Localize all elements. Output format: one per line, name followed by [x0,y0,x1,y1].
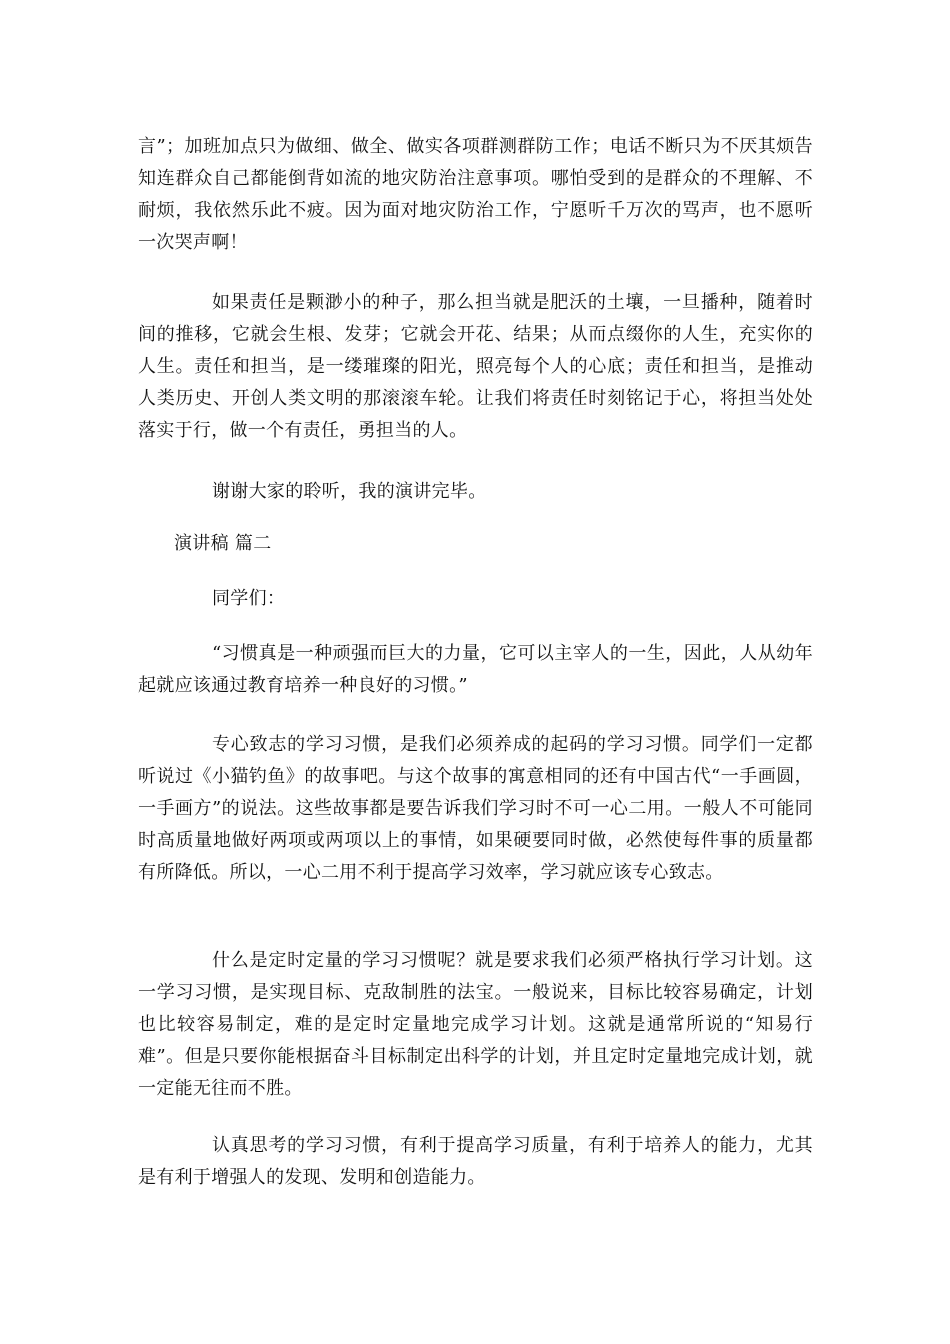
paragraph-schedule-habit: 什么是定时定量的学习习惯呢？就是要求我们必须严格执行学习计划。这一学习习惯，是实现目标、克敌制胜的法宝。一般说来，目标比较容易确定，计划也比较容易制定，难的是定时定量地完成学习计划。这就是通常所说的“知易行难”。但是只要你能根据奋斗目标制定出科学的计划，并且定时定量地完成计划，就一定能无往而不胜。 [138,950,813,1099]
paragraph-focus-habit: 专心致志的学习习惯，是我们必须养成的起码的学习习惯。同学们一定都听说过《小猫钓鱼》的故事吧。与这个故事的寓意相同的还有中国古代“一手画圆，一手画方”的说法。这些故事都是要告诉我们学习时不可一心二用。一般人不可能同时高质量地做好两项或两项以上的事情，如果硬要同时做，必然使每件事的质量都有所降低。所以，一心二用不利于提高学习效率，学习就应该专心致志。 [138,734,813,883]
section-heading: 演讲稿 篇二 [174,533,272,554]
paragraph-responsibility: 如果责任是颗渺小的种子，那么担当就是肥沃的土壤，一旦播种，随着时间的推移，它就会生根、发芽；它就会开花、结果；从而点缀你的人生，充实你的人生。责任和担当，是一缕璀璨的阳光，照亮每个人的心底；责任和担当，是推动人类历史、开创人类文明的那滚滚车轮。让我们将责任时刻铭记于心，将担当处处落实于行，做一个有责任，勇担当的人。 [138,292,813,441]
paragraph-quote: “习惯真是一种顽强而巨大的力量，它可以主宰人的一生，因此，人从幼年起就应该通过教育培养一种良好的习惯。” [138,643,813,696]
paragraph-greeting: 同学们： [212,588,286,609]
paragraph-thanks: 谢谢大家的聆听，我的演讲完毕。 [212,481,487,502]
paragraph-continuation: 言”；加班加点只为做细、做全、做实各项群测群防工作；电话不断只为不厌其烦告知连群众自己都能倒背如流的地灾防治注意事项。哪怕受到的是群众的不理解、不耐烦，我依然乐此不疲。因为面对地灾防治工作，宁愿听千万次的骂声，也不愿听一次哭声啊！ [138,136,813,253]
paragraph-thinking-habit: 认真思考的学习习惯，有利于提高学习质量，有利于培养人的能力，尤其是有利于增强人的发现、发明和创造能力。 [138,1135,813,1188]
